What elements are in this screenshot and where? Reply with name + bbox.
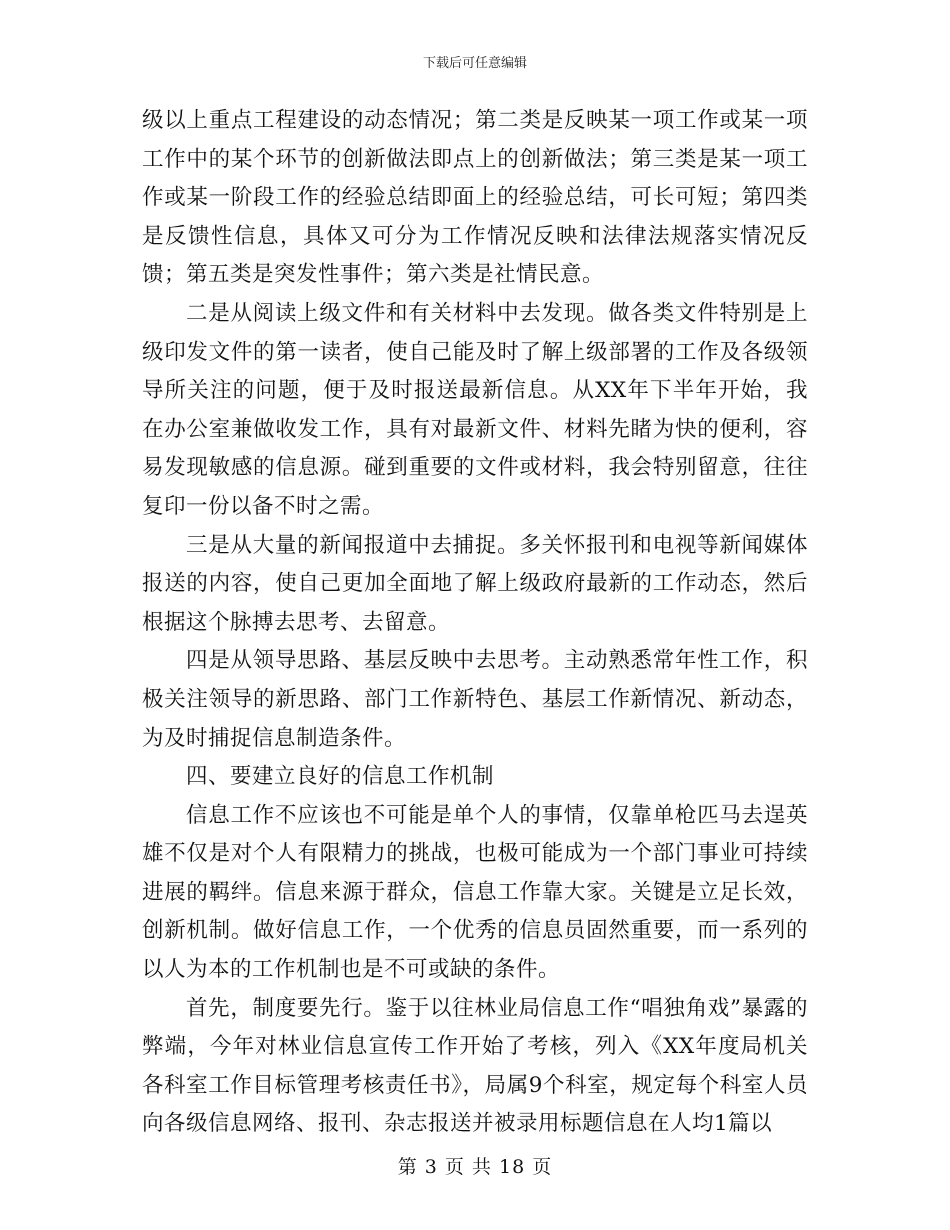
paragraph: 首先，制度要先行。鉴于以往林业局信息工作“唱独角戏”暴露的弊端，今年对林业信息宣传工作开始了考核，列入《XX年度局机关各科室工作目标管理考核责任书》，局属9个科室，规定每个科室人员向各级信息网络、报刊、杂志报送并被录用标题信息在人均1篇以	[142, 995, 808, 1137]
section-heading: 四、要建立良好的信息工作机制	[186, 764, 495, 790]
page-footer: 第 3 页 共 18 页	[397, 1156, 553, 1178]
page-header: 下载后可任意编辑	[422, 56, 527, 71]
paragraph: 四是从领导思路、基层反映中去思考。主动熟悉常年性工作，积极关注领导的新思路、部门工作新特色、基层工作新情况、新动态，为及时捕捉信息制造条件。	[142, 648, 808, 751]
paragraph: 信息工作不应该也不可能是单个人的事情，仅靠单枪匹马去逞英雄不仅是对个人有限精力的挑战，也极可能成为一个部门事业可持续进展的羁绊。信息来源于群众，信息工作靠大家。关键是立足长效，创新机制。做好信息工作，一个优秀的信息员固然重要，而一系列的以人为本的工作机制也是不可或缺的条件。	[142, 802, 808, 983]
paragraph: 级以上重点工程建设的动态情况；第二类是反映某一项工作或某一项工作中的某个环节的创新做法即点上的创新做法；第三类是某一项工作或某一阶段工作的经验总结即面上的经验总结，可长可短；第四类是反馈性信息，具体又可分为工作情况反映和法律法规落实情况反馈；第五类是突发性事件；第六类是社情民意。	[142, 108, 808, 288]
paragraph: 三是从大量的新闻报道中去捕捉。多关怀报刊和电视等新闻媒体报送的内容，使自己更加全面地了解上级政府最新的工作动态，然后根据这个脉搏去思考、去留意。	[142, 532, 808, 635]
document-body	[142, 102, 808, 1144]
paragraph: 二是从阅读上级文件和有关材料中去发现。做各类文件特别是上级印发文件的第一读者，使自己能及时了解上级部署的工作及各级领导所关注的问题，便于及时报送最新信息。从XX年下半年开始，我在办公室兼做收发工作，具有对最新文件、材料先睹为快的便利，容易发现敏感的信息源。碰到重要的文件或材料，我会特别留意，往往复印一份以备不时之需。	[142, 300, 808, 519]
